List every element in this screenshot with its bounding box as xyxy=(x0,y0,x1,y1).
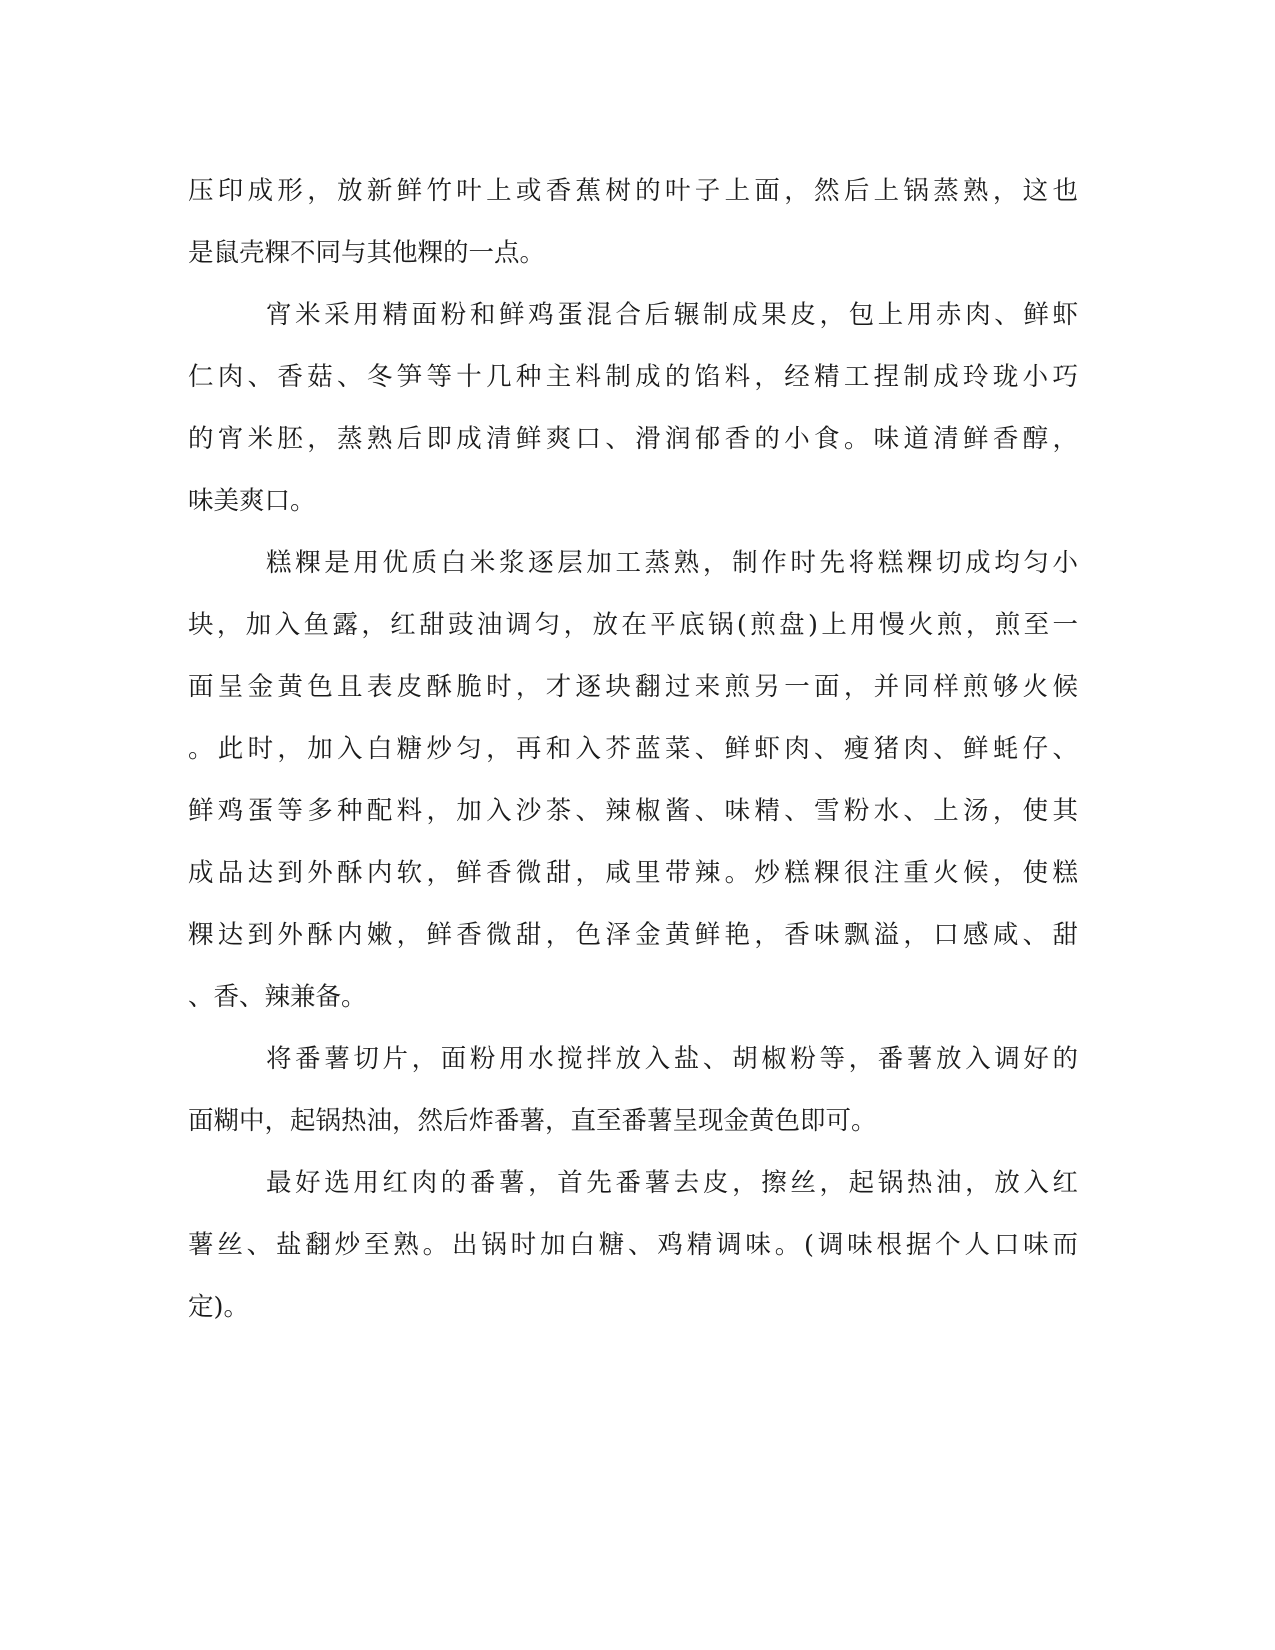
text-line: 面糊中，起锅热油，然后炸番薯，直至番薯呈现金黄色即可。 xyxy=(188,1106,877,1136)
text-line: 成品达到外酥内软，鲜香微甜，咸里带辣。炒糕粿很注重火候，使糕 xyxy=(188,858,1078,888)
text-line: 糕粿是用优质白米浆逐层加工蒸熟，制作时先将糕粿切成均匀小 xyxy=(266,548,1078,578)
text-line: 、香、辣兼备。 xyxy=(188,982,367,1012)
text-line: 块，加入鱼露，红甜豉油调匀，放在平底锅(煎盘)上用慢火煎，煎至一 xyxy=(188,610,1078,640)
text-line: 压印成形，放新鲜竹叶上或香蕉树的叶子上面，然后上锅蒸熟，这也 xyxy=(188,176,1078,206)
text-line: 薯丝、盐翻炒至熟。出锅时加白糖、鸡精调味。(调味根据个人口味而 xyxy=(188,1230,1078,1260)
document-body xyxy=(188,160,1078,1338)
paragraph-xiaomi xyxy=(188,284,1078,532)
text-line: 粿达到外酥内嫩，鲜香微甜，色泽金黄鲜艳，香味飘溢，口感咸、甜 xyxy=(188,920,1078,950)
text-line: 鲜鸡蛋等多种配料，加入沙茶、辣椒酱、味精、雪粉水、上汤，使其 xyxy=(188,796,1078,826)
text-line: 仁肉、香菇、冬笋等十几种主料制成的馅料，经精工捏制成玲珑小巧 xyxy=(188,362,1078,392)
paragraph-fried-sweet-potato xyxy=(188,1028,1078,1152)
paragraph-shuke-guo xyxy=(188,160,1078,284)
text-line: 味美爽口。 xyxy=(188,486,316,516)
text-line: 最好选用红肉的番薯，首先番薯去皮，擦丝，起锅热油，放入红 xyxy=(266,1168,1078,1198)
paragraph-gao-guo xyxy=(188,532,1078,1028)
text-line: 宵米采用精面粉和鲜鸡蛋混合后辗制成果皮，包上用赤肉、鲜虾 xyxy=(266,300,1078,330)
text-line: 的宵米胚，蒸熟后即成清鲜爽口、滑润郁香的小食。味道清鲜香醇， xyxy=(188,424,1078,454)
text-line: 。此时，加入白糖炒匀，再和入芥蓝菜、鲜虾肉、瘦猪肉、鲜蚝仔、 xyxy=(188,734,1078,764)
text-line: 是鼠壳粿不同与其他粿的一点。 xyxy=(188,238,546,268)
text-line: 面呈金黄色且表皮酥脆时，才逐块翻过来煎另一面，并同样煎够火候 xyxy=(188,672,1078,702)
text-line: 将番薯切片，面粉用水搅拌放入盐、胡椒粉等，番薯放入调好的 xyxy=(266,1044,1078,1074)
paragraph-shredded-sweet-potato xyxy=(188,1152,1078,1338)
text-line: 定)。 xyxy=(188,1292,249,1322)
